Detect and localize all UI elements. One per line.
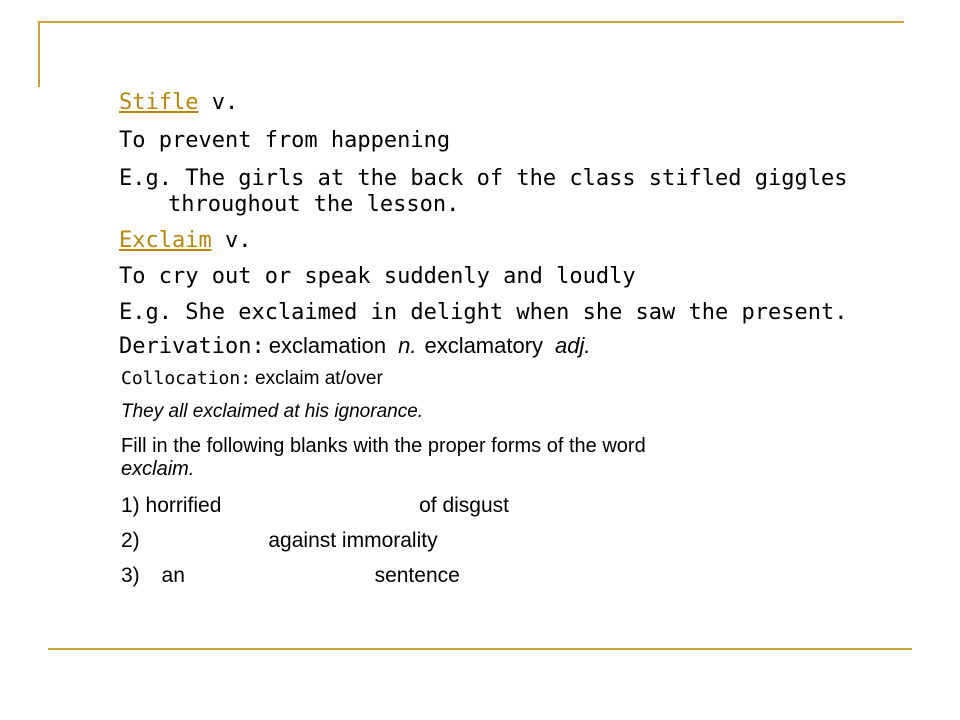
derivation-pos-2: adj. <box>555 333 591 358</box>
derivation-line <box>119 333 591 359</box>
exercise-item-number: 3) <box>121 564 140 587</box>
headword-line-exclaim <box>119 228 251 253</box>
example-stifle-line2: throughout the lesson. <box>168 192 460 217</box>
collocation-line <box>121 368 383 390</box>
exercise-item-after: sentence <box>374 564 460 587</box>
headword-link-stifle[interactable]: Stifle <box>119 90 199 115</box>
derivation-word-1: exclamation <box>268 333 387 358</box>
headword-line-stifle <box>119 90 238 115</box>
exercise-item-before: horrified <box>145 494 222 517</box>
example-stifle-line1: E.g. The girls at the back of the class stifled giggles <box>119 166 848 191</box>
part-of-speech: v. <box>224 228 252 253</box>
exercise-instruction-line1: Fill in the following blanks with the proper forms of the word <box>121 435 646 457</box>
exercise-item-after: of disgust <box>419 494 509 517</box>
exercise-item-2 <box>121 529 438 553</box>
derivation-label: Derivation: <box>119 334 265 359</box>
derivation-word-2: exclamatory <box>424 333 544 358</box>
collocation-label: Collocation: <box>121 368 252 389</box>
definition-stifle: To prevent from happening <box>119 128 451 153</box>
collocation-example: They all exclaimed at his ignorance. <box>121 401 424 422</box>
exercise-instruction-line2: exclaim. <box>121 458 195 480</box>
headword-link-exclaim[interactable]: Exclaim <box>119 228 212 253</box>
exercise-item-number: 2) <box>121 529 140 552</box>
derivation-pos-1: n. <box>398 333 417 358</box>
exercise-item-number: 1) <box>121 494 140 517</box>
example-exclaim: E.g. She exclaimed in delight when she saw the present. <box>119 300 848 325</box>
exercise-item-before: an <box>161 564 185 587</box>
collocation-value: exclaim at/over <box>255 368 383 389</box>
exercise-item-after: against immorality <box>268 529 438 552</box>
exercise-item-3 <box>121 564 460 588</box>
part-of-speech: v. <box>211 90 239 115</box>
exercise-item-1 <box>121 494 509 518</box>
definition-exclaim: To cry out or speak suddenly and loudly <box>119 264 636 289</box>
